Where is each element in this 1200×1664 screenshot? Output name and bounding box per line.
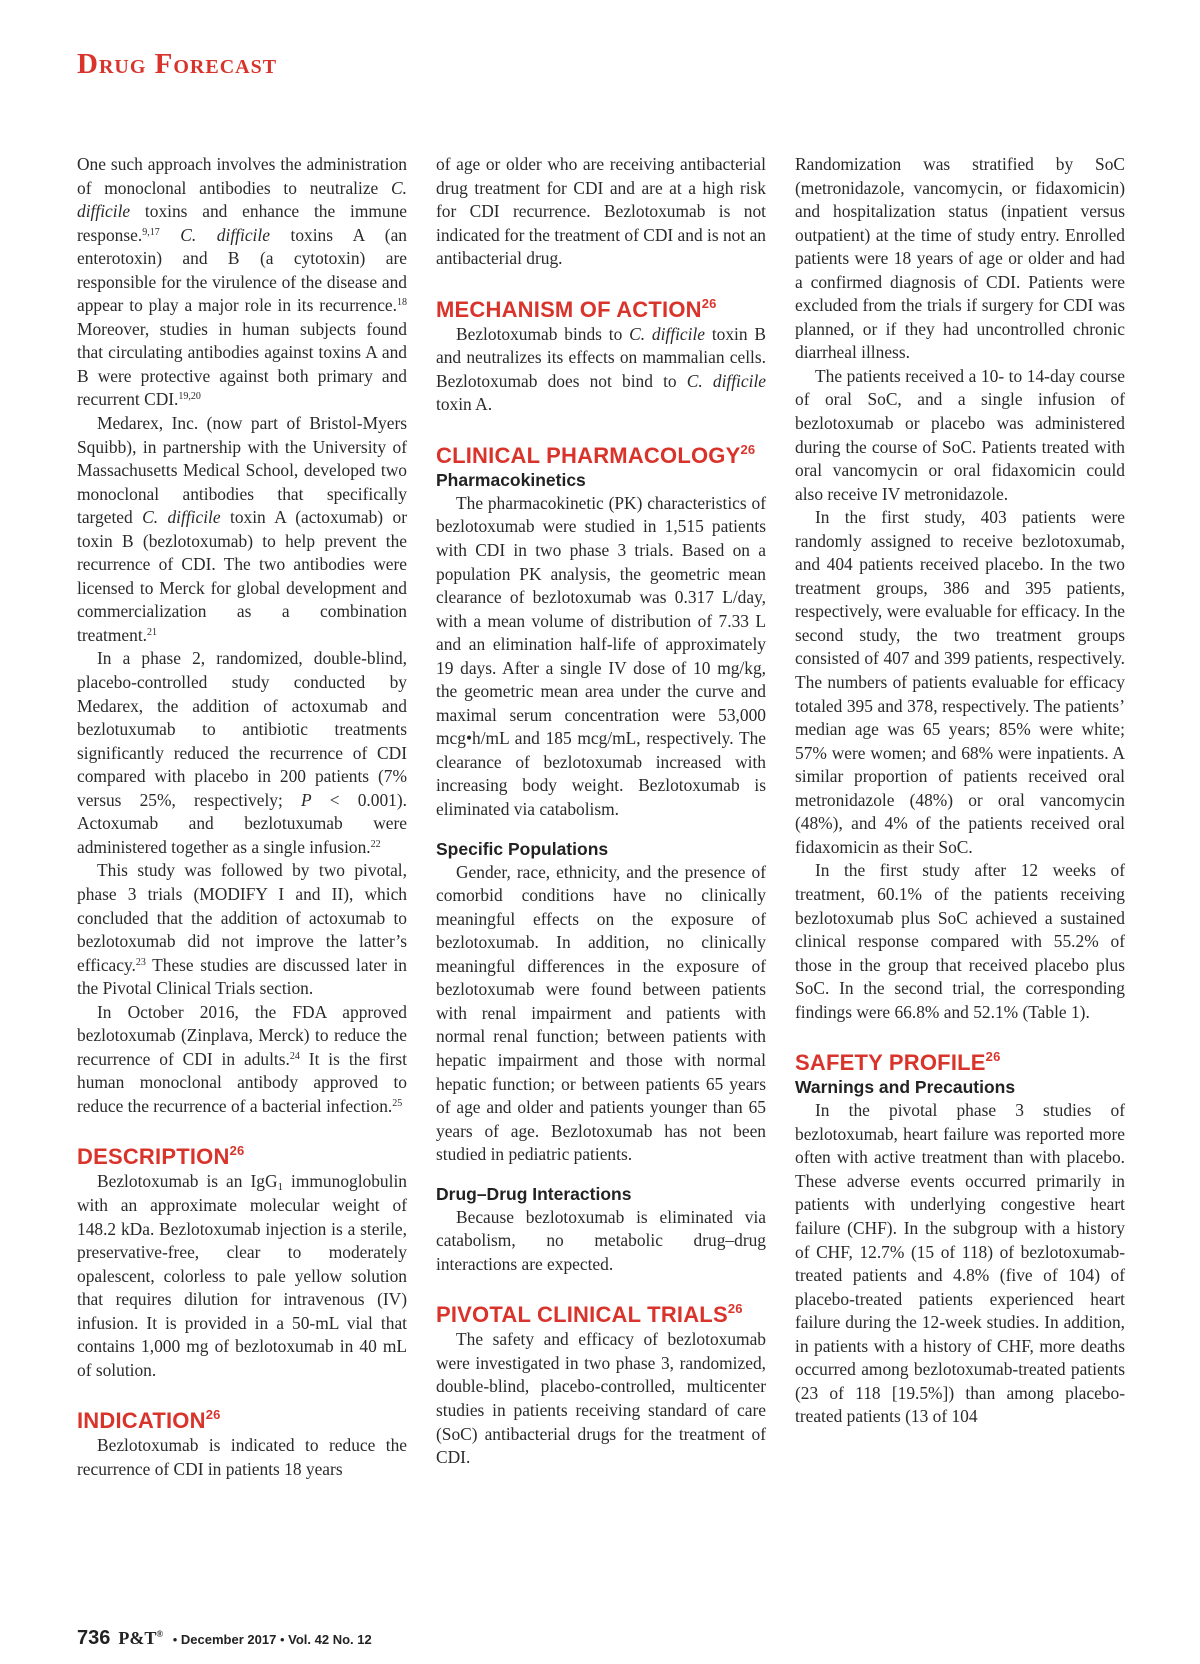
paragraph: Bezlotoxumab is an IgG$_1$ immunoglobulin with an approximate molecular weight of 148.2 kDa. Bezlotoxumab injection is a sterile, preservative-free, clear to moderately opalescent, colorless to pale yellow solution that requires dilution for intravenous (IV) infusion. It is provided in a 50-mL vial that contains 1,000 mg of bezlotoxumab in 40 mL of solution.	[77, 1171, 407, 1380]
heading-description: DESCRIPTION$^{26}$	[77, 1143, 245, 1170]
subheading-specific-populations: Specific Populations	[436, 838, 609, 859]
heading-mechanism-of-action: MECHANISM OF ACTION$^{26}$	[436, 295, 717, 322]
subheading-warnings: Warnings and Precautions	[795, 1077, 1016, 1098]
column-3	[795, 153, 1125, 1429]
heading-clinical-pharmacology: CLINICAL PHARMACOLOGY$^{26}$	[436, 441, 756, 468]
heading-indication: INDICATION$^{26}$	[77, 1407, 221, 1434]
journal-name: P&T®	[118, 1628, 164, 1648]
volume-info: Vol. 42 No. 12	[288, 1632, 372, 1647]
page-footer	[77, 1627, 372, 1650]
separator-dot: •	[172, 1632, 178, 1647]
subheading-drug-interactions: Drug–Drug Interactions	[436, 1183, 632, 1204]
paragraph: Bezlotoxumab is indicated to reduce the recurrence of CDI in patients 18 years	[77, 1435, 407, 1479]
paragraph: Bezlotoxumab binds to C. difficile toxin B and neutralizes its effects on mammalian cells. Bezlotoxumab does not bind to C. difficile toxin A.	[436, 323, 767, 415]
section-header: Drug Forecast	[77, 48, 278, 80]
column-2	[436, 153, 766, 1470]
paragraph: This study was followed by two pivotal, phase 3 trials (MODIFY I and II), which concluded that the addition of actoxumab to bezlotoxumab did not improve the latter’s efficacy.$^{23}$ These studies are discussed later in the Pivotal Clinical Trials section.	[77, 860, 407, 999]
separator-dot: •	[279, 1632, 285, 1647]
heading-pivotal-clinical-trials: PIVOTAL CLINICAL TRIALS$^{26}$	[436, 1301, 743, 1328]
paragraph: The pharmacokinetic (PK) characteristics of bezlotoxumab were studied in 1,515 patients with CDI in two phase 3 trials. Based on a population PK analysis, the geometric mean clearance of bezlotoxumab was 0.317 L/day, with a mean volume of distribution of 7.33 L and an elimination half-life of approximately 19 days. After a single IV dose of 10 mg/kg, the geometric mean area under the curve and maximal serum concentration were 53,000 mcg•h/mL and 185 mcg/mL, respectively. The clearance of bezlotoxumab increased with increasing body weight. Bezlotoxumab is eliminated via catabolism.	[436, 492, 766, 820]
paragraph: One such approach involves the administration of monoclonal antibodies to neutralize C. difficile toxins and enhance the immune response.$^{9,17}$ C. difficile toxins A (an enterotoxin) and B (a cytotoxin) are responsible for the virulence of the disease and appear to play a major role in its recurrence.$^{18}$ Moreover, studies in human subjects found that circulating antibodies against toxins A and B were protective against both primary and recurrent CDI.$^{19,20}$	[77, 154, 407, 410]
paragraph: Medarex, Inc. (now part of Bristol-Myers Squibb), in partnership with the University of Massachusetts Medical School, developed two monoclonal antibodies that specifically targeted C. difficile toxin A (actoxumab) or toxin B (bezlotoxumab) to help prevent the recurrence of CDI. The two antibodies were licensed to Merck for global development and commercialization as a combination treatment.$^{21}$	[77, 413, 407, 645]
paragraph: The patients received a 10- to 14-day course of oral SoC, and a single infusion of bezlotoxumab or placebo was administered during the course of SoC. Patients treated with oral vancomycin or oral fidaxomicin could also receive IV metronidazole.	[795, 365, 1125, 504]
paragraph: In the first study, 403 patients were randomly assigned to receive bezlotoxumab, and 404 patients received placebo. In the two treatment groups, 386 and 395 patients, respectively, were evaluable for efficacy. In the second study, the two treatment groups consisted of 407 and 399 patients, respectively. The numbers of patients evaluable for efficacy totaled 395 and 378, respectively. The patients’ median age was 65 years; 85% were white; 57% were women; and 68% were inpatients. A similar proportion of patients received oral metronidazole (48%) or oral vancomycin (48%), and 4% of the patients received oral fidaxomicin as their SoC.	[795, 507, 1125, 857]
issue-date: December 2017	[180, 1632, 277, 1647]
column-1	[77, 153, 407, 1481]
paragraph: Because bezlotoxumab is eliminated via catabolism, no metabolic drug–drug interactions are expected.	[436, 1206, 766, 1274]
subheading-pharmacokinetics: Pharmacokinetics	[436, 469, 586, 490]
paragraph: Randomization was stratified by SoC (metronidazole, vancomycin, or fidaxomicin) and hospitalization status (inpatient versus outpatient) at the time of study entry. Enrolled patients were 18 years of age or older and had a confirmed diagnosis of CDI. Patients were excluded from the trials if surgery for CDI was planned, or if they had uncontrolled chronic diarrheal illness.	[795, 154, 1125, 363]
paragraph: In October 2016, the FDA approved bezlotoxumab (Zinplava, Merck) to reduce the recurrence of CDI in adults.$^{24}$ It is the first human monoclonal antibody approved to reduce the recurrence of a bacterial infection.$^{25}$	[77, 1001, 407, 1116]
heading-safety-profile: SAFETY PROFILE$^{26}$	[795, 1049, 1001, 1076]
paragraph: of age or older who are receiving antibacterial drug treatment for CDI and are at a high risk for CDI recurrence. Bezlotoxumab is not indicated for the treatment of CDI and is not an antibacterial drug.	[436, 154, 766, 269]
paragraph: The safety and efficacy of bezlotoxumab were investigated in two phase 3, randomized, double-blind, placebo-controlled, multicenter studies in patients receiving standard of care (SoC) antibacterial drugs for the treatment of CDI.	[436, 1329, 766, 1468]
page-number: 736	[77, 1627, 111, 1649]
paragraph: In the first study after 12 weeks of treatment, 60.1% of the patients receiving bezlotoxumab plus SoC achieved a sustained clinical response compared with 55.2% of those in the group that received placebo plus SoC. In the second trial, the corresponding findings were 66.8% and 52.1% (Table 1).	[795, 860, 1125, 1022]
paragraph: Gender, race, ethnicity, and the presence of comorbid conditions have no clinically meaningful effects on the exposure of bezlotoxumab. In addition, no clinically meaningful differences in the exposure of bezlotoxumab were found between patients with renal impairment and patients with normal renal function; between patients with hepatic impairment and those with normal hepatic function; or between patients 65 years of age and older and patients younger than 65 years of age. Bezlotoxumab has not been studied in pediatric patients.	[436, 861, 766, 1165]
paragraph: In the pivotal phase 3 studies of bezlotoxumab, heart failure was reported more often with active treatment than with placebo. These adverse events occurred primarily in patients with underlying congestive heart failure (CHF). In the subgroup with a history of CHF, 12.7% (15 of 118) of bezlotoxumab-treated patients and 4.8% (five of 104) of placebo-treated patients experienced heart failure during the 12-week studies. In addition, in patients with a history of CHF, more deaths occurred among bezlotoxumab-treated patients (23 of 118 [19.5%]) than among placebo-treated patients (13 of 104	[795, 1100, 1125, 1427]
paragraph: In a phase 2, randomized, double-blind, placebo-controlled study conducted by Medarex, the addition of actoxumab and bezlotuxumab to antibiotic treatments significantly reduced the recurrence of CDI compared with placebo in 200 patients (7% versus 25%, respectively; P < 0.001). Actoxumab and bezlotuxumab were administered together as a single infusion.$^{22}$	[77, 648, 407, 857]
